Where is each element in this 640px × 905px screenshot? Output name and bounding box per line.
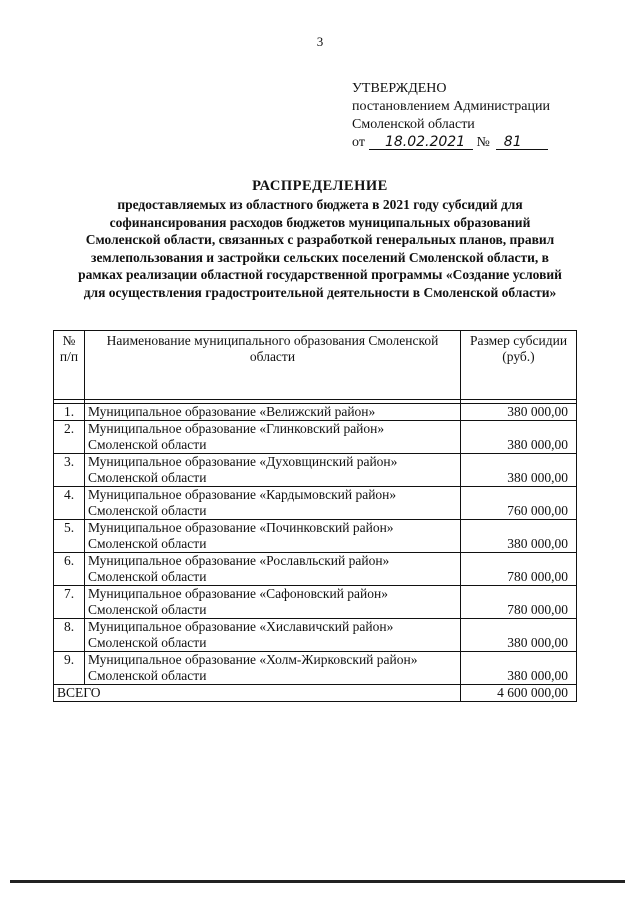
header-num-line-1: №	[62, 333, 76, 348]
total-amount: 4 600 000,00	[461, 685, 577, 702]
subtitle-line: рамках реализации областной государственной программы «Создание условий	[78, 267, 562, 282]
row-name-line-2: Смоленской области	[88, 536, 207, 551]
row-num: 6.	[54, 553, 85, 586]
table-row	[54, 520, 577, 553]
row-num: 8.	[54, 619, 85, 652]
row-name	[85, 454, 461, 487]
table-row	[54, 586, 577, 619]
row-name-line-1: Муниципальное образование «Холм-Жирковский район»	[88, 652, 418, 667]
row-num: 5.	[54, 520, 85, 553]
row-num: 1.	[54, 404, 85, 421]
row-name-line-1: Муниципальное образование «Кардымовский район»	[88, 487, 397, 502]
table-total-row	[54, 685, 577, 702]
header-num	[54, 331, 85, 400]
total-label: ВСЕГО	[54, 685, 461, 702]
approval-block	[352, 80, 550, 152]
row-name-line-1: Муниципальное образование «Духовщинский район»	[88, 454, 398, 469]
row-amount: 380 000,00	[461, 619, 577, 652]
row-name	[85, 586, 461, 619]
row-name-line-2: Смоленской области	[88, 635, 207, 650]
subtitle-line: софинансирования расходов бюджетов муниципальных образований	[109, 214, 531, 230]
header-amount	[461, 331, 577, 400]
document-title: РАСПРЕДЕЛЕНИЕ	[252, 178, 388, 194]
row-name	[85, 421, 461, 454]
row-name-line-2: Смоленской области	[88, 437, 207, 452]
row-name	[85, 487, 461, 520]
row-amount: 380 000,00	[461, 652, 577, 685]
table-row	[54, 619, 577, 652]
row-name-line-1: Муниципальное образование «Сафоновский район»	[88, 586, 388, 601]
row-name-line-2: Смоленской области	[88, 602, 207, 617]
distribution-table	[53, 330, 577, 702]
page-number: 3	[316, 34, 324, 49]
document-subtitle	[60, 196, 580, 301]
header-num-line-2: п/п	[59, 349, 79, 364]
table-row	[54, 421, 577, 454]
header-name: Наименование муниципального образования Смоленской области	[85, 331, 461, 400]
row-amount: 380 000,00	[461, 454, 577, 487]
scan-bottom-edge	[10, 880, 625, 883]
approval-line-1: постановлением Администрации	[352, 99, 550, 114]
approval-date-row	[352, 134, 550, 152]
row-name-line-2: Смоленской области	[88, 503, 207, 518]
table-row	[54, 487, 577, 520]
handwritten-number: 81	[496, 135, 548, 150]
row-name-line-2: Смоленской области	[88, 569, 207, 584]
row-num: 7.	[54, 586, 85, 619]
row-amount: 780 000,00	[461, 553, 577, 586]
row-amount: 760 000,00	[461, 487, 577, 520]
row-name-line-1: Муниципальное образование «Велижский район»	[88, 404, 376, 419]
table-row	[54, 553, 577, 586]
subtitle-line: предоставляемых из областного бюджета в 2021 году субсидий для	[117, 197, 523, 212]
row-name	[85, 652, 461, 685]
approval-line-2: Смоленской области	[352, 117, 475, 132]
subtitle-line: для осуществления градостроительной деятельности в Смоленской области»	[83, 284, 557, 300]
row-name-line-1: Муниципальное образование «Рославльский район»	[88, 553, 390, 568]
table-row	[54, 652, 577, 685]
handwritten-date: 18.02.2021	[369, 135, 473, 150]
row-num: 2.	[54, 421, 85, 454]
row-name	[85, 520, 461, 553]
table-row	[54, 404, 577, 421]
row-name	[85, 404, 461, 421]
row-amount: 380 000,00	[461, 404, 577, 421]
row-num: 9.	[54, 652, 85, 685]
row-name-line-1: Муниципальное образование «Глинковский район»	[88, 421, 385, 436]
row-amount: 380 000,00	[461, 421, 577, 454]
row-num: 3.	[54, 454, 85, 487]
number-prefix: №	[476, 135, 490, 150]
row-amount: 780 000,00	[461, 586, 577, 619]
approval-heading: УТВЕРЖДЕНО	[352, 81, 447, 96]
table-row	[54, 454, 577, 487]
row-name-line-1: Муниципальное образование «Починковский район»	[88, 520, 394, 535]
row-name-line-2: Смоленской области	[88, 668, 207, 683]
row-name-line-1: Муниципальное образование «Хиславичский район»	[88, 619, 394, 634]
row-amount: 380 000,00	[461, 520, 577, 553]
date-prefix: от	[352, 135, 365, 150]
header-amount-line-2: (руб.)	[502, 349, 535, 364]
subtitle-line: Смоленской области, связанных с разработкой генеральных планов, правил	[85, 232, 555, 247]
subtitle-line: землепользования и застройки сельских поселений Смоленской области, в	[91, 249, 549, 265]
row-name	[85, 619, 461, 652]
row-name	[85, 553, 461, 586]
row-num: 4.	[54, 487, 85, 520]
table-header-row	[54, 331, 577, 400]
row-name-line-2: Смоленской области	[88, 470, 207, 485]
header-amount-line-1: Размер субсидии	[469, 333, 568, 348]
